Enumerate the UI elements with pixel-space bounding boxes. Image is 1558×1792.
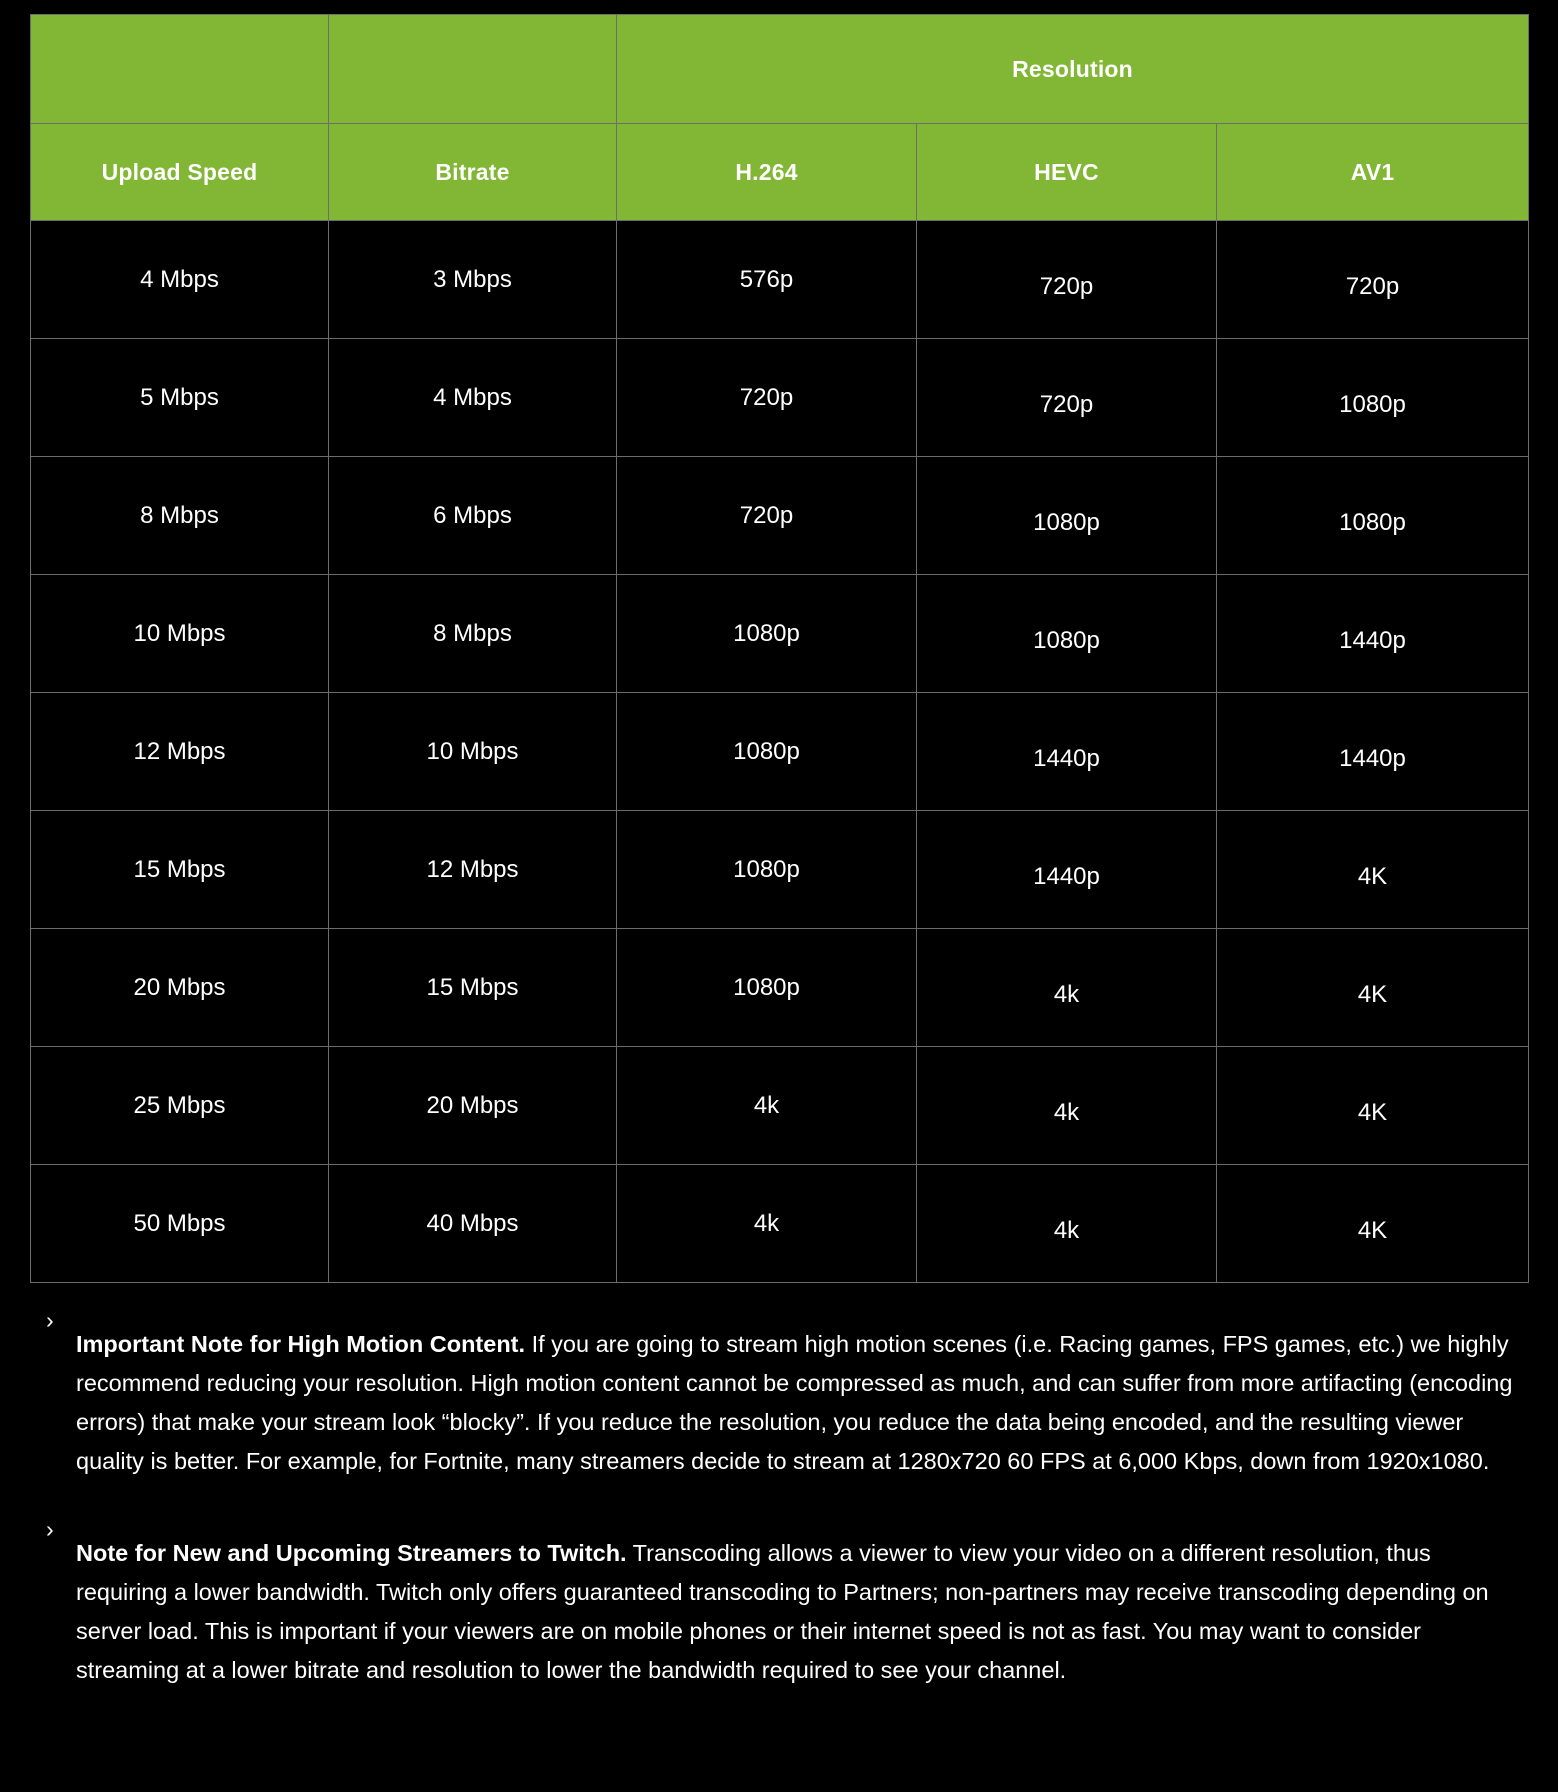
cell-upload-speed: 12 Mbps: [31, 693, 329, 811]
cell-bitrate: 10 Mbps: [329, 693, 617, 811]
cell-h264: 1080p: [617, 693, 917, 811]
chevron-right-icon: ›: [46, 1307, 54, 1333]
notes-list: [30, 1301, 1528, 1713]
note-lead-high-motion: Important Note for High Motion Content.: [76, 1330, 526, 1357]
cell-hevc: 4k: [917, 1165, 1217, 1283]
cell-av1: 4K: [1217, 1165, 1529, 1283]
table-row: [31, 221, 1529, 339]
column-header-hevc: HEVC: [917, 124, 1217, 221]
note-paragraph-high-motion: [76, 1325, 1516, 1481]
table-row: [31, 811, 1529, 929]
cell-hevc: 1440p: [917, 693, 1217, 811]
table-row: [31, 693, 1529, 811]
table-body: [31, 221, 1529, 1283]
column-header-av1: AV1: [1217, 124, 1529, 221]
note-text-high-motion: If you are going to stream high motion scenes (i.e. Racing games, FPS games, etc.) we highly recommend reducing your resolution. High motion content cannot be compressed as much, and can suffer from more artifacting (encoding errors) that make your stream look “blocky”. If you reduce the resolution, you reduce the data being encoded, and the resulting viewer quality is better. For example, for Fortnite, many streamers decide to stream at 1280x720 60 FPS at 6,000 Kbps, down from 1920x1080.: [76, 1330, 1513, 1474]
cell-hevc: 1440p: [917, 811, 1217, 929]
table-row: [31, 1165, 1529, 1283]
note-text-transcoding: Transcoding allows a viewer to view your video on a different resolution, thus requiring a lower bandwidth. Twitch only offers guaranteed transcoding to Partners; non-partners may receive transcoding depending on server load. This is important if your viewers are on mobile phones or their internet speed is not as fast. You may want to consider streaming at a lower bitrate and resolution to lower the bandwidth required to see your channel.: [76, 1539, 1489, 1683]
chevron-right-icon: ›: [46, 1516, 54, 1542]
cell-bitrate: 4 Mbps: [329, 339, 617, 457]
cell-bitrate: 6 Mbps: [329, 457, 617, 575]
cell-hevc: 720p: [917, 339, 1217, 457]
cell-av1: 1080p: [1217, 339, 1529, 457]
cell-av1: 720p: [1217, 221, 1529, 339]
cell-upload-speed: 50 Mbps: [31, 1165, 329, 1283]
cell-h264: 720p: [617, 339, 917, 457]
cell-bitrate: 12 Mbps: [329, 811, 617, 929]
note-paragraph-transcoding: [76, 1534, 1516, 1690]
cell-upload-speed: 4 Mbps: [31, 221, 329, 339]
cell-hevc: 720p: [917, 221, 1217, 339]
header-spacer-bitrate: [329, 15, 617, 124]
header-spacer-upload: [31, 15, 329, 124]
table-row: [31, 575, 1529, 693]
cell-bitrate: 20 Mbps: [329, 1047, 617, 1165]
column-header-upload-speed: Upload Speed: [31, 124, 329, 221]
cell-upload-speed: 15 Mbps: [31, 811, 329, 929]
cell-bitrate: 8 Mbps: [329, 575, 617, 693]
cell-upload-speed: 5 Mbps: [31, 339, 329, 457]
table-row: [31, 1047, 1529, 1165]
cell-h264: 1080p: [617, 811, 917, 929]
cell-bitrate: 15 Mbps: [329, 929, 617, 1047]
note-lead-transcoding: Note for New and Upcoming Streamers to Twitch.: [76, 1539, 627, 1566]
cell-hevc: 4k: [917, 929, 1217, 1047]
header-group-resolution: Resolution: [617, 15, 1529, 124]
cell-h264: 720p: [617, 457, 917, 575]
table-row: [31, 929, 1529, 1047]
cell-av1: 1080p: [1217, 457, 1529, 575]
cell-h264: 1080p: [617, 929, 917, 1047]
table-header-group-row: [31, 15, 1529, 124]
cell-upload-speed: 10 Mbps: [31, 575, 329, 693]
cell-h264: 1080p: [617, 575, 917, 693]
streaming-resolution-table: [30, 14, 1529, 1283]
column-header-bitrate: Bitrate: [329, 124, 617, 221]
column-header-h264: H.264: [617, 124, 917, 221]
cell-h264: 576p: [617, 221, 917, 339]
cell-av1: 4K: [1217, 1047, 1529, 1165]
cell-av1: 1440p: [1217, 575, 1529, 693]
table-row: [31, 339, 1529, 457]
cell-upload-speed: 8 Mbps: [31, 457, 329, 575]
table-row: [31, 457, 1529, 575]
cell-hevc: 4k: [917, 1047, 1217, 1165]
cell-av1: 4K: [1217, 929, 1529, 1047]
cell-hevc: 1080p: [917, 457, 1217, 575]
cell-hevc: 1080p: [917, 575, 1217, 693]
list-item: [46, 1510, 1516, 1713]
cell-bitrate: 3 Mbps: [329, 221, 617, 339]
cell-h264: 4k: [617, 1165, 917, 1283]
list-item: [46, 1301, 1516, 1504]
table-header: [31, 15, 1529, 221]
table-header-columns-row: [31, 124, 1529, 221]
cell-av1: 4K: [1217, 811, 1529, 929]
cell-bitrate: 40 Mbps: [329, 1165, 617, 1283]
cell-upload-speed: 25 Mbps: [31, 1047, 329, 1165]
cell-h264: 4k: [617, 1047, 917, 1165]
cell-upload-speed: 20 Mbps: [31, 929, 329, 1047]
cell-av1: 1440p: [1217, 693, 1529, 811]
